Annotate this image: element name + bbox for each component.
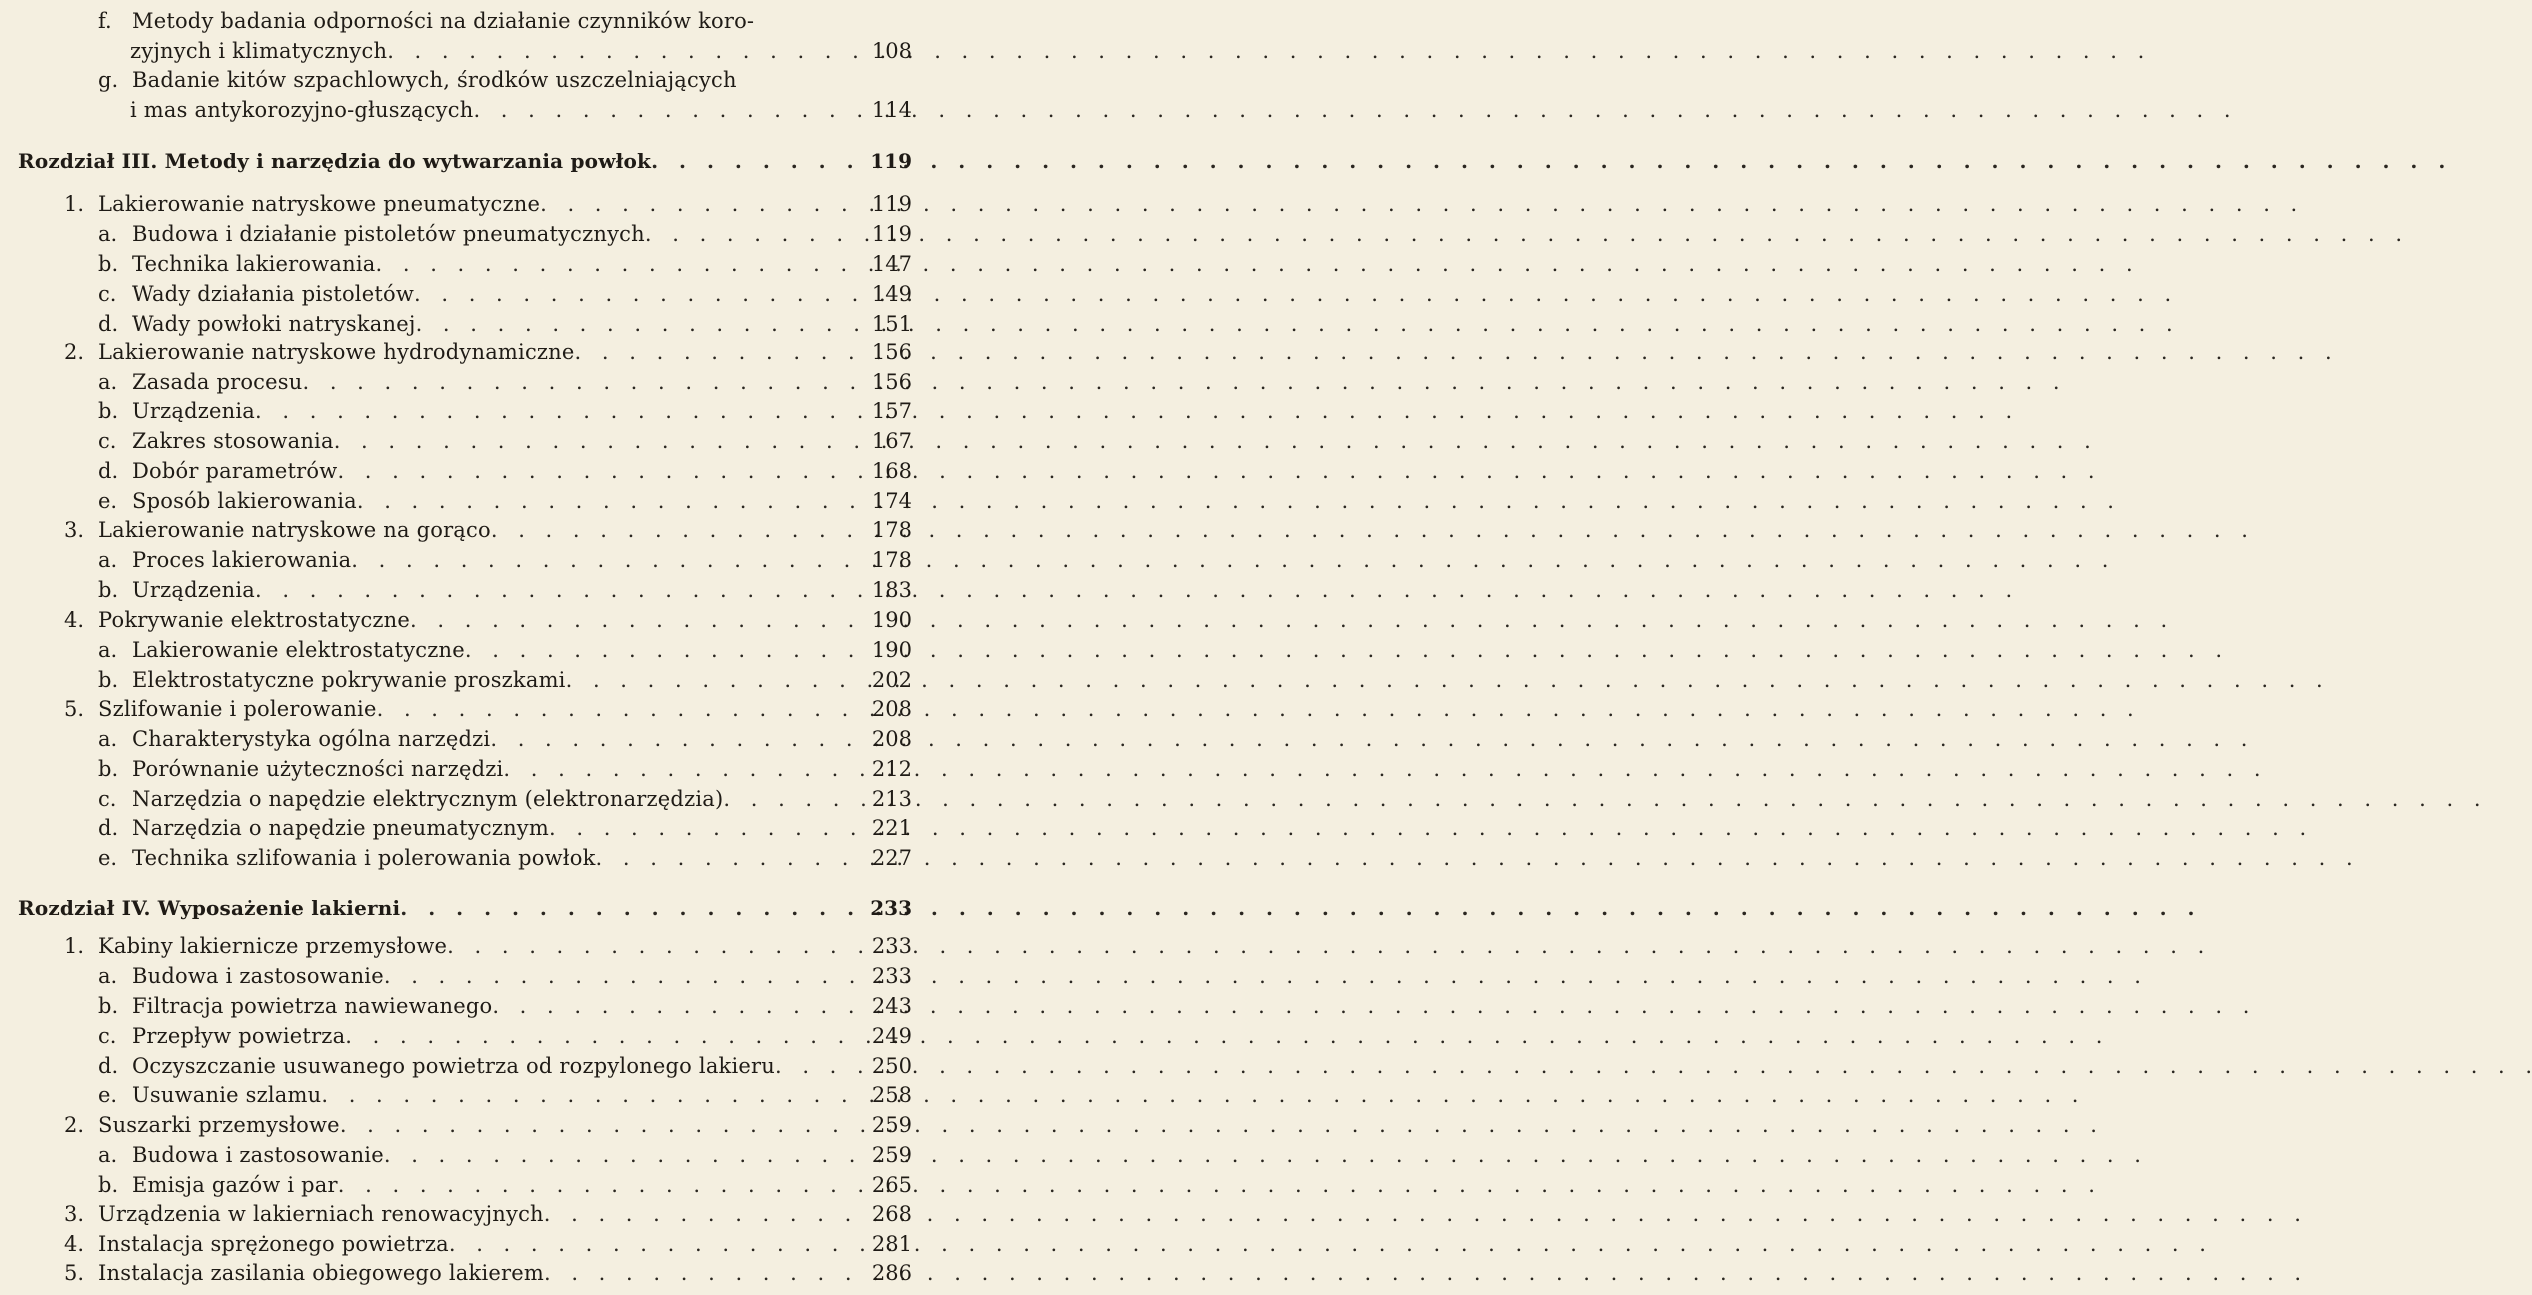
- entry-title: Suszarki przemysłowe: [98, 1113, 340, 1137]
- entry-title: Porównanie użyteczności narzędzi: [132, 757, 504, 781]
- entry-title: Urządzenia w lakierniach renowacyjnych: [98, 1202, 544, 1226]
- toc-entry: [0, 545, 922, 575]
- page-number: 108: [871, 39, 912, 63]
- chapter-entry: [0, 893, 922, 923]
- dot-leader: [410, 605, 860, 635]
- entry-number: f.: [98, 9, 112, 33]
- dot-leader: [723, 784, 860, 814]
- entry-title: Sposób lakierowania: [132, 489, 357, 513]
- page-number: 243: [871, 994, 912, 1018]
- entry-title: Narzędzia o napędzie elektrycznym (elektronarzędzia): [132, 787, 724, 811]
- dot-leader: [575, 337, 860, 367]
- page-number: 156: [871, 340, 912, 364]
- page-number: 212: [871, 757, 912, 781]
- entry-number: g.: [98, 68, 119, 92]
- entry-title: Lakierowanie elektrostatyczne: [132, 638, 465, 662]
- entry-number: a.: [98, 638, 118, 662]
- toc-entry: [0, 515, 922, 545]
- dot-leader: [384, 961, 860, 991]
- toc-entry: [0, 1229, 922, 1259]
- entry-number: 4.: [64, 608, 85, 632]
- toc-entry: [0, 843, 922, 873]
- entry-number: a.: [98, 727, 118, 751]
- page-number: 114: [871, 98, 912, 122]
- dot-leader: [302, 367, 860, 397]
- entry-number: b.: [98, 668, 119, 692]
- dot-leader: [416, 309, 860, 339]
- toc-entry: [0, 961, 922, 991]
- dot-leader: [544, 1199, 860, 1229]
- dot-leader: [549, 813, 860, 843]
- toc-entry: [0, 635, 922, 665]
- toc-entry: [0, 1199, 922, 1229]
- dot-leader: [338, 1170, 860, 1200]
- entry-number: b.: [98, 252, 119, 276]
- page-number: 213: [871, 787, 912, 811]
- entry-number: b.: [98, 1173, 119, 1197]
- page-number: 208: [871, 727, 912, 751]
- entry-title: Wady działania pistoletów: [132, 282, 414, 306]
- entry-title: i mas antykorozyjno-głuszących: [130, 98, 474, 122]
- entry-title: Usuwanie szlamu: [132, 1083, 322, 1107]
- entry-title: Lakierowanie natryskowe pneumatyczne: [98, 192, 541, 216]
- entry-number: 3.: [64, 518, 85, 542]
- dot-leader: [645, 219, 860, 249]
- page-number: 157: [871, 399, 912, 423]
- entry-number: b.: [98, 578, 119, 602]
- toc-entry: [0, 1080, 922, 1110]
- entry-title: Instalacja zasilania obiegowego lakierem: [98, 1261, 544, 1285]
- dot-leader: [596, 843, 860, 873]
- dot-leader: [321, 1080, 860, 1110]
- page-number: 167: [871, 429, 912, 453]
- page-number: 178: [871, 518, 912, 542]
- toc-entry: [0, 189, 922, 219]
- page-number: 258: [871, 1083, 912, 1107]
- toc-entry: [0, 605, 922, 635]
- dot-leader: [465, 635, 860, 665]
- toc-entry: [0, 931, 922, 961]
- entry-number: b.: [98, 757, 119, 781]
- entry-number: a.: [98, 548, 118, 572]
- toc-entry: [0, 724, 922, 754]
- page-number: 259: [871, 1143, 912, 1167]
- page-number: 119: [871, 222, 912, 246]
- toc-entry: [0, 279, 922, 309]
- page-number: 202: [871, 668, 912, 692]
- toc-entry: [0, 575, 922, 605]
- page-number: 174: [871, 489, 912, 513]
- entry-title: Rozdział III. Metody i narzędzia do wytwarzania powłok: [18, 149, 652, 173]
- dot-leader: [540, 189, 860, 219]
- dot-leader: [544, 1258, 860, 1288]
- entry-title: Metody badania odporności na działanie czynników koro-: [132, 9, 755, 33]
- entry-title: Charakterystyka ogólna narzędzi: [132, 727, 491, 751]
- page-number: 286: [871, 1261, 912, 1285]
- toc-entry: [0, 813, 922, 843]
- dot-leader: [255, 396, 860, 426]
- page-number: 221: [871, 816, 912, 840]
- entry-number: 2.: [64, 1113, 85, 1137]
- dot-leader: [492, 991, 860, 1021]
- entry-number: 1.: [64, 192, 85, 216]
- dot-leader: [337, 456, 860, 486]
- page-number: 268: [871, 1202, 912, 1226]
- entry-title: Pokrywanie elektrostatyczne: [98, 608, 411, 632]
- entry-title: Oczyszczanie usuwanego powietrza od rozpylonego lakieru: [132, 1054, 775, 1078]
- entry-number: e.: [98, 1083, 118, 1107]
- entry-number: c.: [98, 787, 117, 811]
- entry-number: c.: [98, 1024, 117, 1048]
- toc-entry: [0, 1170, 922, 1200]
- page-number: 119: [870, 149, 912, 173]
- toc-entry: [0, 367, 922, 397]
- toc-entry: [0, 219, 922, 249]
- dot-leader: [491, 515, 860, 545]
- page-number: 250: [871, 1054, 912, 1078]
- page-number: 208: [871, 697, 912, 721]
- toc-entry: [0, 1258, 922, 1288]
- toc-entry: [0, 95, 922, 125]
- entry-number: 2.: [64, 340, 85, 364]
- entry-title: Proces lakierowania: [132, 548, 352, 572]
- entry-number: d.: [98, 312, 119, 336]
- toc-entry: [0, 784, 922, 814]
- entry-number: d.: [98, 1054, 119, 1078]
- entry-title: Instalacja sprężonego powietrza: [98, 1232, 449, 1256]
- entry-title: Wady powłoki natryskanej: [132, 312, 416, 336]
- dot-leader: [449, 1229, 860, 1259]
- toc-entry: [0, 337, 922, 367]
- entry-number: 3.: [64, 1202, 85, 1226]
- page-number: 233: [871, 934, 912, 958]
- toc-entry: [0, 249, 922, 279]
- toc-entry: [0, 694, 922, 724]
- entry-title: Urządzenia: [132, 578, 256, 602]
- dot-leader: [775, 1051, 860, 1081]
- entry-title: Lakierowanie natryskowe na gorąco: [98, 518, 491, 542]
- entry-title: Lakierowanie natryskowe hydrodynamiczne: [98, 340, 575, 364]
- page-number: 190: [871, 638, 912, 662]
- chapter-entry: [0, 146, 922, 176]
- entry-title: Badanie kitów szpachlowych, środków uszczelniających: [132, 68, 737, 92]
- page-number: 151: [871, 312, 912, 336]
- dot-leader: [345, 1021, 860, 1051]
- entry-title: Zakres stosowania: [132, 429, 334, 453]
- entry-number: 4.: [64, 1232, 85, 1256]
- entry-title: Budowa i działanie pistoletów pneumatycznych: [132, 222, 645, 246]
- dot-leader: [376, 249, 861, 279]
- page-number: 233: [871, 964, 912, 988]
- entry-title: Urządzenia: [132, 399, 256, 423]
- toc-entry: [0, 309, 922, 339]
- dot-leader: [490, 724, 860, 754]
- entry-title: Szlifowanie i polerowanie: [98, 697, 377, 721]
- entry-number: e.: [98, 846, 118, 870]
- entry-title: Technika lakierowania: [132, 252, 376, 276]
- dot-leader: [400, 893, 860, 923]
- toc-entry: [0, 1021, 922, 1051]
- dot-leader: [414, 279, 860, 309]
- page-number: 119: [871, 192, 912, 216]
- page-number: 147: [871, 252, 912, 276]
- dot-leader: [255, 575, 860, 605]
- toc-entry: [0, 1051, 922, 1081]
- page-number: 183: [871, 578, 912, 602]
- page-number: 190: [871, 608, 912, 632]
- page-number: 149: [871, 282, 912, 306]
- entry-number: 5.: [64, 1261, 85, 1285]
- entry-number: a.: [98, 964, 118, 988]
- entry-title: Kabiny lakiernicze przemysłowe: [98, 934, 448, 958]
- entry-number: c.: [98, 282, 117, 306]
- entry-number: a.: [98, 1143, 118, 1167]
- toc-entry: [0, 456, 922, 486]
- toc-entry: [0, 65, 922, 95]
- toc-entry: [0, 991, 922, 1021]
- dot-leader: [351, 545, 860, 575]
- entry-title: Emisja gazów i par: [132, 1173, 338, 1197]
- dot-leader: [473, 95, 860, 125]
- dot-leader: [384, 1140, 860, 1170]
- entry-number: d.: [98, 459, 119, 483]
- toc-entry: [0, 486, 922, 516]
- entry-number: a.: [98, 222, 118, 246]
- toc-entry: [0, 1110, 922, 1140]
- entry-title: Technika szlifowania i polerowania powłok: [132, 846, 596, 870]
- toc-entry: [0, 6, 922, 36]
- dot-leader: [566, 665, 860, 695]
- toc-entry: [0, 665, 922, 695]
- toc-entry: [0, 754, 922, 784]
- entry-title: Rozdział IV. Wyposażenie lakierni: [18, 896, 401, 920]
- page-number: 227: [871, 846, 912, 870]
- toc-entry: [0, 36, 922, 66]
- page-number: 259: [871, 1113, 912, 1137]
- page-number: 249: [871, 1024, 912, 1048]
- entry-title: Dobór parametrów: [132, 459, 338, 483]
- entry-title: Zasada procesu: [132, 370, 303, 394]
- entry-number: b.: [98, 994, 119, 1018]
- entry-number: c.: [98, 429, 117, 453]
- toc-entry: [0, 396, 922, 426]
- page-number: 233: [870, 896, 912, 920]
- page-number: 178: [871, 548, 912, 572]
- entry-title: Filtracja powietrza nawiewanego: [132, 994, 493, 1018]
- entry-title: Przepływ powietrza: [132, 1024, 346, 1048]
- entry-title: Budowa i zastosowanie: [132, 964, 384, 988]
- dot-leader: [503, 754, 860, 784]
- entry-number: d.: [98, 816, 119, 840]
- table-of-contents: [0, 0, 922, 1295]
- page-number: 156: [871, 370, 912, 394]
- dot-leader: [447, 931, 860, 961]
- entry-title: zyjnych i klimatycznych: [130, 39, 388, 63]
- toc-entry: [0, 426, 922, 456]
- page-number: 265: [871, 1173, 912, 1197]
- dot-leader: [334, 426, 860, 456]
- dot-leader: [651, 146, 860, 176]
- dot-leader: [387, 36, 860, 66]
- dot-leader: [340, 1110, 860, 1140]
- toc-entry: [0, 1140, 922, 1170]
- entry-number: b.: [98, 399, 119, 423]
- entry-title: Elektrostatyczne pokrywanie proszkami: [132, 668, 566, 692]
- entry-title: Narzędzia o napędzie pneumatycznym: [132, 816, 549, 840]
- entry-number: 5.: [64, 697, 85, 721]
- dot-leader: [377, 694, 860, 724]
- page-number: 168: [871, 459, 912, 483]
- page-number: 281: [871, 1232, 912, 1256]
- entry-number: e.: [98, 489, 118, 513]
- entry-number: a.: [98, 370, 118, 394]
- dot-leader: [357, 486, 860, 516]
- entry-title: Budowa i zastosowanie: [132, 1143, 384, 1167]
- entry-number: 1.: [64, 934, 85, 958]
